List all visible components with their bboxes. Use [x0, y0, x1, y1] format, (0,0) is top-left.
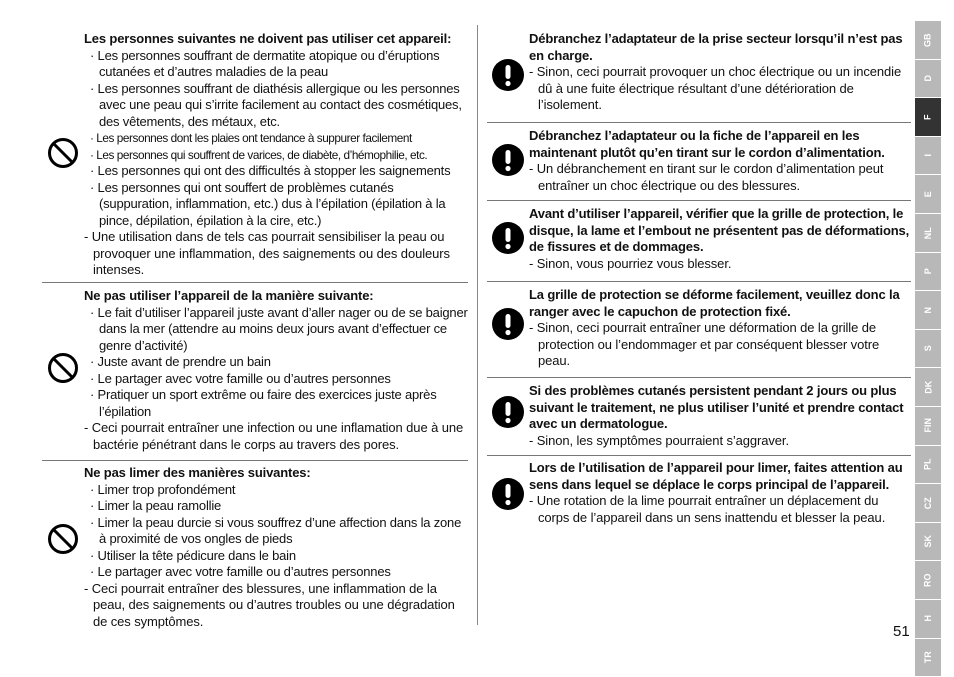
section-heading: Ne pas utiliser l’appareil de la manière suivante: — [84, 288, 374, 303]
language-tab-sk[interactable] — [915, 523, 941, 561]
exclamation-icon — [487, 308, 529, 340]
prohibition-icon — [42, 137, 84, 169]
language-tab-e[interactable] — [915, 175, 941, 213]
page-number: 51 — [893, 623, 910, 640]
list-item: · Limer la peau ramollie — [90, 498, 222, 513]
language-tab-h[interactable] — [915, 600, 941, 638]
consequence-text: - Un débranchement en tirant sur le cordon d’alimentation peut entraîner un choc électrique ou des blessures. — [529, 161, 884, 193]
language-tab-label: DK — [922, 380, 933, 394]
exclamation-icon — [487, 59, 529, 91]
consequence-text: - Ceci pourrait entraîner une infection ou une inflamation due à une bactérie pénétrant dans le corps au travers des pores. — [84, 420, 464, 452]
consequence-text: - Sinon, ceci pourrait entraîner une déformation de la grille de protection ou l’endommager et par conséquent blesser votre peau. — [529, 320, 880, 368]
language-tab-pl[interactable] — [915, 446, 941, 484]
list-item: · Les personnes qui ont des difficultés à stopper les saignements — [90, 163, 451, 178]
language-tab-label: RO — [922, 573, 933, 587]
prohibition-icon — [42, 523, 84, 555]
right-column — [487, 31, 911, 526]
section-heading: Si des problèmes cutanés persistent pendant 2 jours ou plus suivant le traitement, ne plus utiliser l’unité et prendre contact avec un dermatologue. — [529, 383, 904, 431]
language-tab-s[interactable] — [915, 330, 941, 368]
prohibition-icon — [42, 352, 84, 384]
section-heading: Débranchez l’adaptateur de la prise secteur lorsqu’il n’est pas en charge. — [529, 31, 903, 63]
section-unplug-by-holding — [487, 123, 911, 201]
section-check-grille — [487, 201, 911, 282]
language-tab-dk[interactable] — [915, 368, 941, 406]
language-tab-d[interactable] — [915, 60, 941, 98]
language-tab-label: PL — [922, 458, 933, 471]
consequence-text: - Sinon, les symptômes pourraient s’aggraver. — [529, 432, 789, 448]
consequence-text: - Sinon, vous pourriez vous blesser. — [529, 255, 732, 271]
exclamation-icon — [487, 478, 529, 510]
language-tab-label: D — [922, 75, 933, 82]
list-item: · Utiliser la tête pédicure dans le bain — [90, 547, 296, 563]
language-tab-gb[interactable] — [915, 21, 941, 59]
consequence-text: - Une rotation de la lime pourrait entraîner un déplacement du corps de l’appareil dans un sens inattendu et blesser la peau. — [529, 493, 886, 525]
section-skin-problems — [487, 378, 911, 456]
language-tab-i[interactable] — [915, 137, 941, 175]
exclamation-icon — [487, 222, 529, 254]
language-tab-label: NL — [922, 226, 933, 239]
language-tab-label: E — [922, 191, 933, 198]
language-tab-f[interactable] — [915, 98, 941, 136]
consequence-text: - Ceci pourrait entraîner des blessures, une inflammation de la peau, des saignements ou d’autres troubles ou une dégradation de ces symptômes. — [84, 580, 455, 629]
language-tab-label: CZ — [922, 496, 933, 509]
consequence-text: - Une utilisation dans de tels cas pourrait sensibiliser la peau ou provoquer une inflammation, des saignements ou des douleurs intenses. — [84, 229, 450, 277]
list-item: · Juste avant de prendre un bain — [90, 354, 271, 369]
section-prohibited-usage — [42, 283, 468, 461]
section-heading: Débranchez l’adaptateur ou la fiche de l’appareil en les maintenant plutôt qu’en tirant sur le cordon d’alimentation. — [529, 128, 885, 160]
exclamation-icon — [487, 396, 529, 428]
exclamation-icon — [487, 144, 529, 176]
list-item: · Limer trop profondément — [90, 481, 236, 497]
list-item: · Le partager avec votre famille ou d’autres personnes — [90, 564, 391, 579]
language-tab-bar — [915, 21, 941, 677]
language-tab-label: SK — [922, 535, 933, 548]
language-tab-label: N — [922, 306, 933, 314]
left-column — [42, 31, 468, 630]
list-item: · Pratiquer un sport extrême ou faire des exercices juste après l’épilation — [90, 387, 437, 419]
language-tab-nl[interactable] — [915, 214, 941, 252]
section-unplug-adapter — [487, 31, 911, 123]
language-tab-label: S — [922, 345, 933, 352]
consequence-text: - Sinon, ceci pourrait provoquer un choc électrique ou un incendie dû à une fuite électrique résultant d’une détérioration de l’isolement. — [529, 64, 902, 112]
list-item: · Le fait d’utiliser l’appareil juste avant d’aller nager ou de se baigner dans la mer (attendre au moins deux jours avant d’effectuer ce genre d’activité) — [90, 304, 468, 353]
list-item: · Les personnes dont les plaies ont tendance à suppurer facilement — [90, 131, 412, 145]
list-item: · Le partager avec votre famille ou d’autres personnes — [90, 370, 391, 386]
section-prohibited-persons — [42, 31, 468, 283]
language-tab-p[interactable] — [915, 253, 941, 291]
language-tab-cz[interactable] — [915, 484, 941, 522]
section-heading: Ne pas limer des manières suivantes: — [84, 465, 311, 480]
language-tab-fin[interactable] — [915, 407, 941, 445]
list-item: · Les personnes souffrant de dermatite atopique ou d’éruptions cutanées et d’autres maladies de la peau — [90, 47, 440, 79]
language-tab-label: TR — [922, 651, 933, 664]
section-filing-direction — [487, 456, 911, 526]
language-tab-n[interactable] — [915, 291, 941, 329]
section-store-with-cap — [487, 282, 911, 378]
list-item: · Les personnes qui ont souffert de problèmes cutanés (suppuration, inflammation, etc.) dus à l’épilation (épilation à la pince, dépilation, épilation à la cire, etc.) — [90, 179, 446, 228]
section-prohibited-filing — [42, 461, 468, 630]
section-heading: Avant d’utiliser l’appareil, vérifier que la grille de protection, le disque, la lame et l’embout ne présentent pas de déformations, de fissures et de dommages. — [529, 206, 910, 254]
list-item: · Les personnes souffrant de diathésis allergique ou les personnes avec une peau qui s’irrite facilement au contact des cosmétiques, des vêtements, des métaux, etc. — [90, 80, 462, 129]
language-tab-label: P — [922, 268, 933, 275]
section-heading: Lors de l’utilisation de l’appareil pour limer, faites attention au sens dans lequel se déplace le corps principal de l’appareil. — [529, 460, 903, 492]
language-tab-label: GB — [922, 33, 933, 47]
language-tab-tr[interactable] — [915, 639, 941, 677]
language-tab-label: F — [922, 114, 933, 120]
list-item: · Les personnes qui souffrent de varices, de diabète, d’hémophilie, etc. — [90, 147, 428, 162]
list-item: · Limer la peau durcie si vous souffrez d’une affection dans la zone à proximité de vos ongles de pieds — [90, 514, 462, 546]
section-heading: Les personnes suivantes ne doivent pas utiliser cet appareil: — [84, 31, 452, 46]
language-tab-label: H — [922, 615, 933, 622]
language-tab-label: FIN — [922, 418, 933, 433]
language-tab-label: I — [922, 154, 933, 157]
section-heading: La grille de protection se déforme facilement, veuillez donc la ranger avec le capuchon de protection fixé. — [529, 287, 900, 319]
column-divider — [477, 25, 478, 625]
language-tab-ro[interactable] — [915, 561, 941, 599]
